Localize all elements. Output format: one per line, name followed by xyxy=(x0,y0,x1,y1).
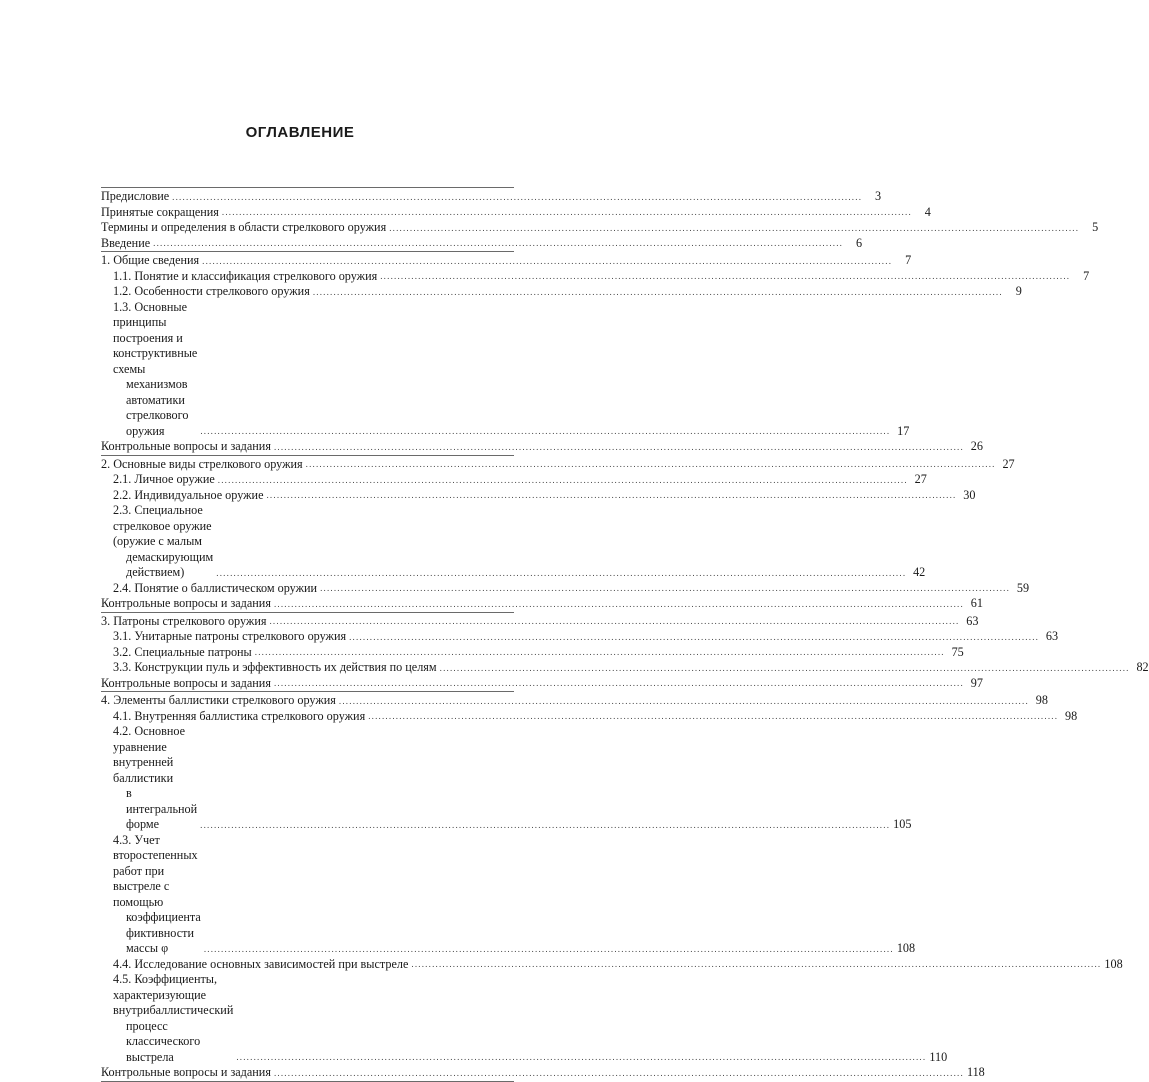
toc-entry-title xyxy=(113,472,215,488)
toc-entry-title-line: Введение xyxy=(101,235,151,250)
toc-entry-title-continuation: механизмов автоматики стрелкового оружия xyxy=(126,377,189,438)
toc-page-number: 105 xyxy=(893,817,912,831)
toc-entry xyxy=(101,832,916,957)
toc-entry-title-line: 4.5. Коэффициенты, характеризующие внутрибаллистический xyxy=(113,972,234,1017)
toc-entry xyxy=(101,660,1149,676)
toc-entry-title xyxy=(101,1065,271,1081)
toc-entry-title xyxy=(101,614,266,630)
dot-leader: ........................................................................................................................................................................................................ xyxy=(269,616,960,626)
toc-entry-title xyxy=(113,488,263,504)
toc-page-number: 82 xyxy=(1136,660,1149,674)
toc-entry xyxy=(101,253,912,269)
dot-leader: ........................................................................................................................................................................................................ xyxy=(221,207,912,217)
toc-entry-title-line: Контрольные вопросы и задания xyxy=(101,439,271,453)
dot-leader: ........................................................................................................................................................................................................ xyxy=(273,598,964,609)
toc-page-number: 97 xyxy=(970,675,983,690)
toc-entry xyxy=(101,675,983,692)
toc-section xyxy=(101,187,1099,251)
toc-page-number: 30 xyxy=(963,487,976,502)
dot-leader: ........................................................................................................................................................................................................ xyxy=(266,490,957,500)
toc-entry xyxy=(101,284,1022,300)
toc-entry-title-line: 2.1. Личное оружие xyxy=(113,472,215,486)
toc-entry-title-line: 1.2. Особенности стрелкового оружия xyxy=(113,284,310,298)
toc-page-number: 75 xyxy=(951,644,964,659)
dot-leader: ........................................................................................................................................................................................................ xyxy=(203,943,894,954)
dot-leader: ........................................................................................................................................................................................................ xyxy=(273,1067,964,1078)
dot-leader: ........................................................................................................................................................................................................ xyxy=(273,678,964,688)
toc-entry-title xyxy=(101,457,303,473)
dot-leader: ........................................................................................................................................................................................................ xyxy=(338,695,1029,706)
dot-leader: ........................................................................................................................................................................................................ xyxy=(380,271,1071,281)
dot-leader: ........................................................................................................................................................................................................ xyxy=(217,474,908,485)
toc-entry-title-line: 4.2. Основное уравнение внутренней баллистики xyxy=(113,724,186,785)
toc-entry xyxy=(101,487,976,504)
toc-page-number: 7 xyxy=(1083,268,1090,283)
toc-page-number: 6 xyxy=(856,235,863,250)
toc-page-number: 27 xyxy=(1002,456,1015,471)
toc-page-number: 3 xyxy=(875,189,882,203)
toc-entry-title-line: 1.3. Основные принципы построения и конструктивные схемы xyxy=(113,299,198,376)
toc-entry-title-continuation: в интегральной форме xyxy=(126,786,198,831)
toc-entry-title-continuation: процесс классического выстрела xyxy=(126,1018,201,1064)
toc-entry-title-line: 3. Патроны стрелкового оружия xyxy=(101,613,267,628)
dot-leader: ........................................................................................................................................................................................................ xyxy=(389,222,1080,233)
toc-entry xyxy=(101,956,1123,973)
toc-entry xyxy=(101,629,1059,645)
toc-entry xyxy=(101,235,863,252)
toc-entry xyxy=(101,644,964,661)
toc-entry-title xyxy=(101,439,271,455)
toc-entry-title xyxy=(101,693,336,709)
toc-section xyxy=(101,251,1090,455)
toc-entry-title-line: 2. Основные виды стрелкового оружия xyxy=(101,456,303,471)
toc-entry-title-line: 4.3. Учет второстепенных работ при выстреле с помощью xyxy=(113,832,198,909)
dot-leader: ........................................................................................................................................................................................................ xyxy=(202,255,893,266)
toc-entry-title-line: Принятые сокращения xyxy=(101,204,219,219)
toc-entry-title-line: 1. Общие сведения xyxy=(101,253,200,267)
dot-leader: ........................................................................................................................................................................................................ xyxy=(236,1052,927,1062)
toc-entry xyxy=(101,596,983,612)
toc-entry-title xyxy=(101,189,169,205)
toc-entry-title xyxy=(113,581,317,597)
toc-entry-title xyxy=(113,660,437,676)
page-title: ОГЛАВЛЕНИЕ xyxy=(245,124,355,141)
dot-leader: ........................................................................................................................................................................................................ xyxy=(312,286,1003,297)
toc-section xyxy=(101,691,1123,1082)
dot-leader: ........................................................................................................................................................................................................ xyxy=(200,819,891,830)
toc-page-number: 63 xyxy=(1045,629,1059,643)
toc-entry xyxy=(101,439,983,455)
toc-entry xyxy=(101,220,1099,236)
toc-entry-title-line: 3.3. Конструкции пуль и эффективность их действия по целям xyxy=(113,660,437,674)
toc-page-number: 9 xyxy=(1015,284,1022,298)
toc-entry-title xyxy=(113,284,310,300)
dot-leader: ........................................................................................................................................................................................................ xyxy=(368,711,1059,721)
toc-entry-title xyxy=(113,503,213,581)
toc-entry xyxy=(101,268,1090,285)
toc-page-number: 118 xyxy=(966,1065,985,1079)
toc-entry-title xyxy=(101,596,271,612)
toc-entry xyxy=(101,456,1015,473)
toc-section xyxy=(101,612,1149,692)
toc-section xyxy=(101,455,1030,612)
toc-page-number: 7 xyxy=(905,253,912,267)
toc-page-number: 110 xyxy=(929,1049,948,1064)
dot-leader: ........................................................................................................................................................................................................ xyxy=(200,426,891,436)
dot-leader: ........................................................................................................................................................................................................ xyxy=(439,662,1130,673)
toc-entry xyxy=(101,299,910,440)
toc-entry-title-line: 1.1. Понятие и классификация стрелкового оружия xyxy=(113,268,378,283)
toc-page-number: 4 xyxy=(924,204,931,219)
toc-entry-title-line: 2.4. Понятие о баллистическом оружии xyxy=(113,580,318,595)
toc-entry-title-line: 2.2. Индивидуальное оружие xyxy=(113,487,264,502)
toc-page-number: 108 xyxy=(896,941,916,955)
toc-entry xyxy=(101,613,979,630)
toc-entry-title-line: 3.2. Специальные патроны xyxy=(113,644,252,659)
toc-entry-title-line: 4.4. Исследование основных зависимостей при выстреле xyxy=(113,956,409,971)
toc-entry-title xyxy=(101,220,386,236)
toc-page-number: 5 xyxy=(1092,220,1099,234)
toc-entry-title-line: 4.1. Внутренняя баллистика стрелкового оружия xyxy=(113,708,366,723)
toc-page-number: 61 xyxy=(970,596,983,610)
dot-leader: ........................................................................................................................................................................................................ xyxy=(320,583,1011,593)
dot-leader: ........................................................................................................................................................................................................ xyxy=(305,459,996,469)
toc-page-number: 42 xyxy=(913,565,926,579)
toc-page-number: 26 xyxy=(970,439,983,453)
dot-leader: ........................................................................................................................................................................................................ xyxy=(172,191,863,202)
dot-leader: ........................................................................................................................................................................................................ xyxy=(153,238,844,248)
toc-entry xyxy=(101,472,927,488)
toc-entry xyxy=(101,580,1030,597)
toc-entry-title xyxy=(113,300,197,440)
toc-entry-title xyxy=(101,676,271,692)
toc-entry-title xyxy=(113,972,233,1065)
toc-entry-title-line: 4. Элементы баллистики стрелкового оружия xyxy=(101,693,336,707)
toc-entry-title xyxy=(113,709,365,725)
toc-page-number: 98 xyxy=(1065,708,1078,723)
toc-page-number: 63 xyxy=(966,613,979,628)
toc-entry-title xyxy=(113,269,377,285)
toc-page-number: 27 xyxy=(914,472,927,486)
toc-entry-title-line: 2.3. Специальное стрелковое оружие (оружие с малым xyxy=(113,503,212,548)
toc-entry-title xyxy=(113,957,408,973)
toc-entry-title xyxy=(113,645,252,661)
toc-entry-title xyxy=(113,833,201,957)
table-of-contents xyxy=(101,187,1149,1082)
toc-entry-title xyxy=(101,205,219,221)
toc-entry-title-line: Контрольные вопросы и задания xyxy=(101,596,271,610)
toc-entry xyxy=(101,708,1078,725)
toc-entry xyxy=(101,204,931,221)
toc-entry xyxy=(101,1065,985,1081)
toc-entry-title-line: Контрольные вопросы и задания xyxy=(101,675,271,690)
toc-entry xyxy=(101,724,912,833)
dot-leader: ........................................................................................................................................................................................................ xyxy=(254,647,945,657)
toc-page-number: 17 xyxy=(897,423,910,438)
toc-entry xyxy=(101,972,948,1065)
toc-entry-title-line: 3.1. Унитарные патроны стрелкового оружия xyxy=(113,629,347,643)
toc-entry-title-line: Контрольные вопросы и задания xyxy=(101,1065,271,1079)
dot-leader: ........................................................................................................................................................................................................ xyxy=(411,959,1102,969)
dot-leader: ........................................................................................................................................................................................................ xyxy=(216,567,907,578)
toc-entry xyxy=(101,693,1048,709)
toc-entry xyxy=(101,189,882,205)
toc-page-number: 108 xyxy=(1104,956,1123,971)
toc-entry-title-continuation: коэффициента фиктивности массы φ xyxy=(126,910,201,955)
toc-page-number: 98 xyxy=(1035,693,1048,707)
toc-entry-title xyxy=(113,724,197,833)
toc-entry-title-continuation: демаскирующим действием) xyxy=(126,549,214,579)
toc-entry xyxy=(101,503,926,581)
toc-entry-title-line: Предисловие xyxy=(101,189,170,203)
dot-leader: ........................................................................................................................................................................................................ xyxy=(349,631,1040,642)
toc-entry-title-line: Термины и определения в области стрелкового оружия xyxy=(101,220,387,234)
toc-entry-title xyxy=(101,253,199,269)
toc-entry-title xyxy=(101,236,150,252)
dot-leader: ........................................................................................................................................................................................................ xyxy=(273,441,964,452)
toc-page-number: 59 xyxy=(1016,580,1030,595)
toc-entry-title xyxy=(113,629,346,645)
